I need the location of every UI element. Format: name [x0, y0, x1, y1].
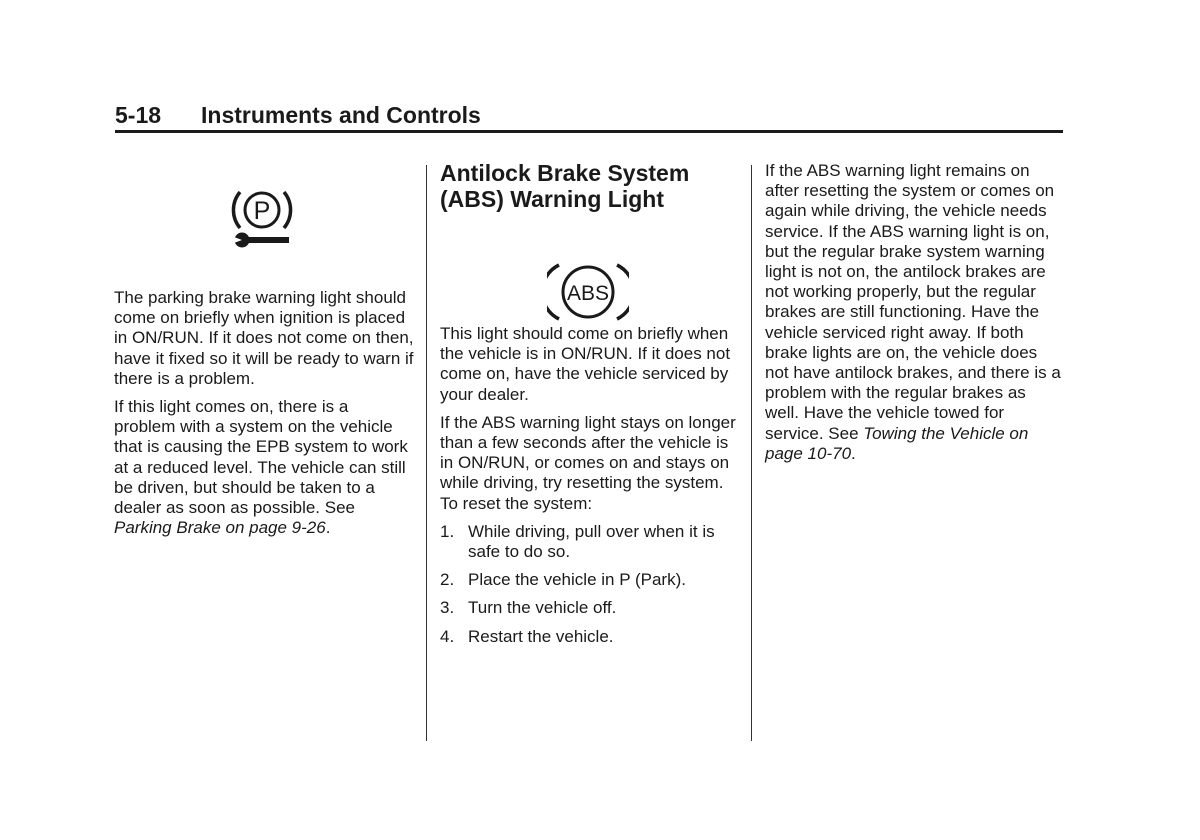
abs-paragraph-2: If the ABS warning light stays on longer than a few seconds after the vehicle is in ON/RUN, or comes on and stays on while driving, try resetting the system. To reset the system: [440, 412, 736, 513]
cross-reference-link: Parking Brake on page 9-26 [114, 518, 326, 538]
abs-icon-label: ABS [566, 282, 610, 305]
paragraph-text: If this light comes on, there is a problem with a system on the vehicle that is causing the EPB system to work at a reduced level. The vehicle can still be driven, but should be taken to a dealer as soon as possible. See [114, 397, 408, 518]
list-item [440, 598, 742, 618]
page-header [115, 100, 1063, 133]
list-text: Place the vehicle in P (Park). [468, 570, 686, 590]
column-middle [440, 160, 742, 655]
abs-paragraph-3 [765, 161, 1061, 464]
list-text: Restart the vehicle. [468, 626, 614, 646]
column-left [114, 288, 414, 546]
list-text: While driving, pull over when it is safe to do so. [468, 521, 715, 562]
paragraph-end: . [325, 518, 331, 538]
column-right [765, 161, 1061, 472]
list-text: Turn the vehicle off. [468, 598, 617, 618]
abs-paragraph-1: This light should come on briefly when the vehicle is in ON/RUN. If it does not come on, have the vehicle serviced by your dealer. [440, 324, 731, 404]
abs-warning-icon [547, 261, 629, 323]
list-number: 3. [440, 598, 455, 618]
parking-brake-letter: P [253, 197, 271, 225]
list-item [440, 522, 742, 562]
list-item [440, 627, 742, 647]
cross-reference-link: Towing the Vehicle on page 10-70 [765, 423, 1029, 463]
list-number: 1. [440, 521, 455, 541]
page-number: 5-18 [115, 102, 162, 128]
section-title: Instruments and Controls [201, 102, 481, 128]
parking-brake-warning-icon [230, 186, 294, 256]
column-divider [426, 165, 427, 741]
section-heading: Antilock Brake System (ABS) Warning Light [440, 160, 690, 212]
list-number: 2. [440, 570, 455, 590]
paragraph-end: . [851, 443, 856, 463]
list-number: 4. [440, 626, 455, 646]
parking-brake-paragraph-1: The parking brake warning light should come on briefly when ignition is placed in ON/RUN. If it does not come on then, have it fixed so it will be ready to warn if there is a problem. [114, 288, 414, 388]
list-item [440, 570, 742, 590]
column-divider [751, 165, 752, 741]
reset-steps-list [440, 522, 742, 647]
paragraph-text: If the ABS warning light remains on after resetting the system or comes on again while driving, the vehicle needs service. If the ABS warning light is on, but the regular brake system warning light is not on, the antilock brakes are not working properly, but the regular brakes are still functioning. Have the vehicle serviced right away. If both brake lights are on, the vehicle does not have antilock brakes, and there is a problem with the regular brakes as well. Have the vehicle towed for service. See [765, 161, 1061, 443]
parking-brake-paragraph-2 [114, 397, 414, 538]
